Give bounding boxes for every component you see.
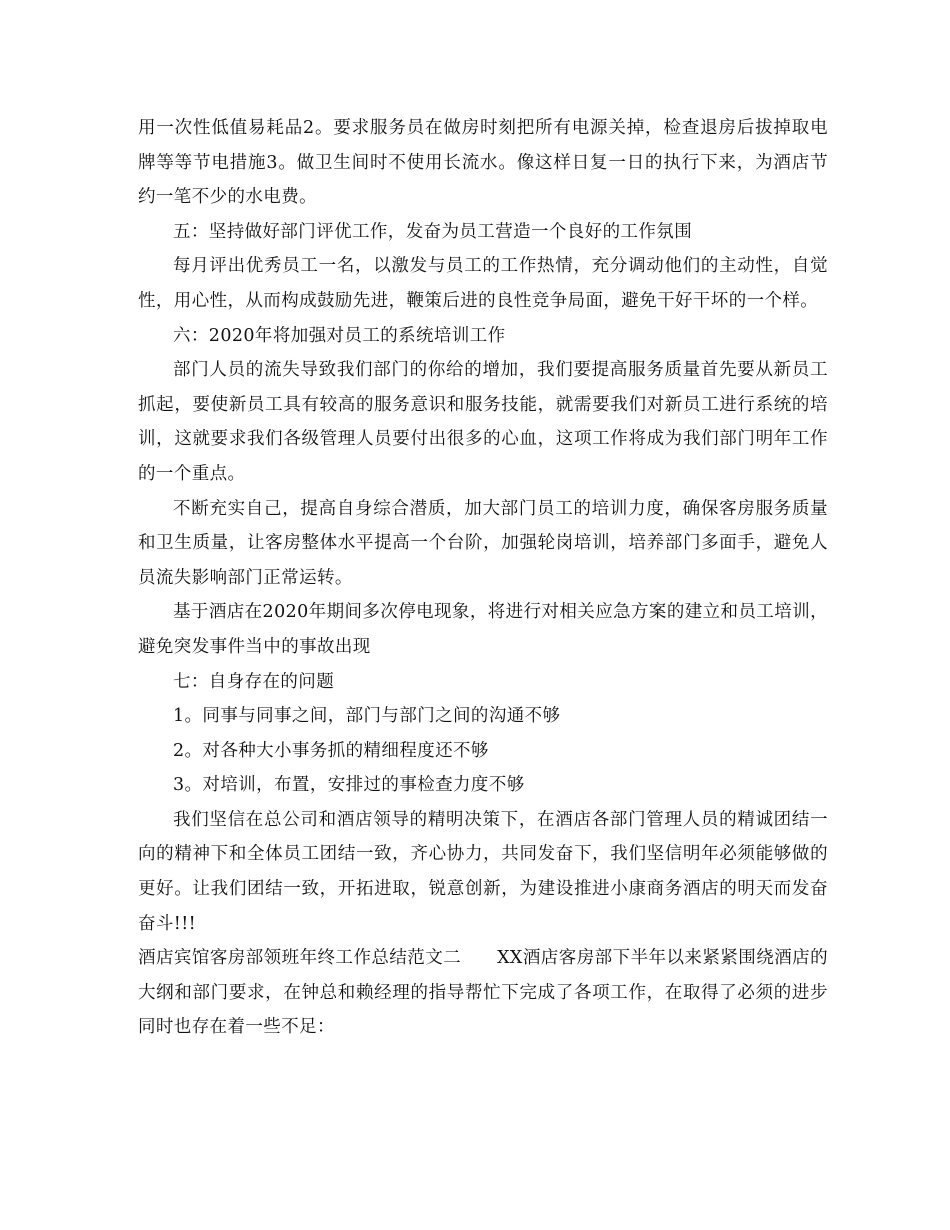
- paragraph-monthly-award: 每月评出优秀员工一名，以激发与员工的工作热情，充分调动他们的主动性，自觉性，用心性，从而构成鼓励先进，鞭策后进的良性竞争局面，避免干好干坏的一个样。: [138, 256, 828, 311]
- paragraph-self-improvement: 不断充实自己，提高自身综合潜质，加大部门员工的培训力度，确保客房服务质量和卫生质量，让客房整体水平提高一个台阶，加强轮岗培训，培养部门多面手，避免人员流失影响部门正常运转。: [138, 498, 828, 588]
- section-heading-6: 六：2020年将加强对员工的系统培训工作: [173, 325, 506, 346]
- section-heading-7: 七：自身存在的问题: [173, 671, 335, 692]
- document-body: [138, 111, 828, 1045]
- paragraph-sample-two-intro: 酒店宾馆客房部领班年终工作总结范文二 XX酒店客房部下半年以来紧紧围绕酒店的大纲和部门要求，在钟总和赖经理的指导帮忙下完成了各项工作，在取得了必须的进步同时也存在着一些不足：: [138, 948, 828, 1038]
- section-heading-5: 五：坚持做好部门评优工作，发奋为员工营造一个良好的工作氛围: [173, 221, 693, 242]
- list-item-2: 2。对各种大小事务抓的精细程度还不够: [173, 740, 489, 761]
- paragraph-staff-training: 部门人员的流失导致我们部门的你给的增加，我们要提高服务质量首先要从新员工抓起，要使新员工具有较高的服务意识和服务技能，就需要我们对新员工进行系统的培训，这就要求我们各级管理人员要付出很多的心血，这项工作将成为我们部门明年工作的一个重点。: [138, 360, 828, 484]
- paragraph-energy-saving: 用一次性低值易耗品2。要求服务员在做房时刻把所有电源关掉，检查退房后拔掉取电牌等等节电措施3。做卫生间时不使用长流水。像这样日复一日的执行下来，为酒店节约一笔不少的水电费。: [138, 118, 828, 208]
- list-item-3: 3。对培训，布置，安排过的事检查力度不够: [173, 775, 525, 796]
- paragraph-conclusion: 我们坚信在总公司和酒店领导的精明决策下，在酒店各部门管理人员的精诚团结一向的精神下和全体员工团结一致，齐心协力，共同发奋下，我们坚信明年必须能够做的更好。让我们团结一致，开拓进取，锐意创新，为建设推进小康商务酒店的明天而发奋奋斗!!!: [138, 809, 828, 934]
- paragraph-power-outage: 基于酒店在2020年期间多次停电现象，将进行对相关应急方案的建立和员工培训，避免突发事件当中的事故出现: [138, 602, 828, 657]
- list-item-1: 1。同事与同事之间，部门与部门之间的沟通不够: [173, 706, 561, 727]
